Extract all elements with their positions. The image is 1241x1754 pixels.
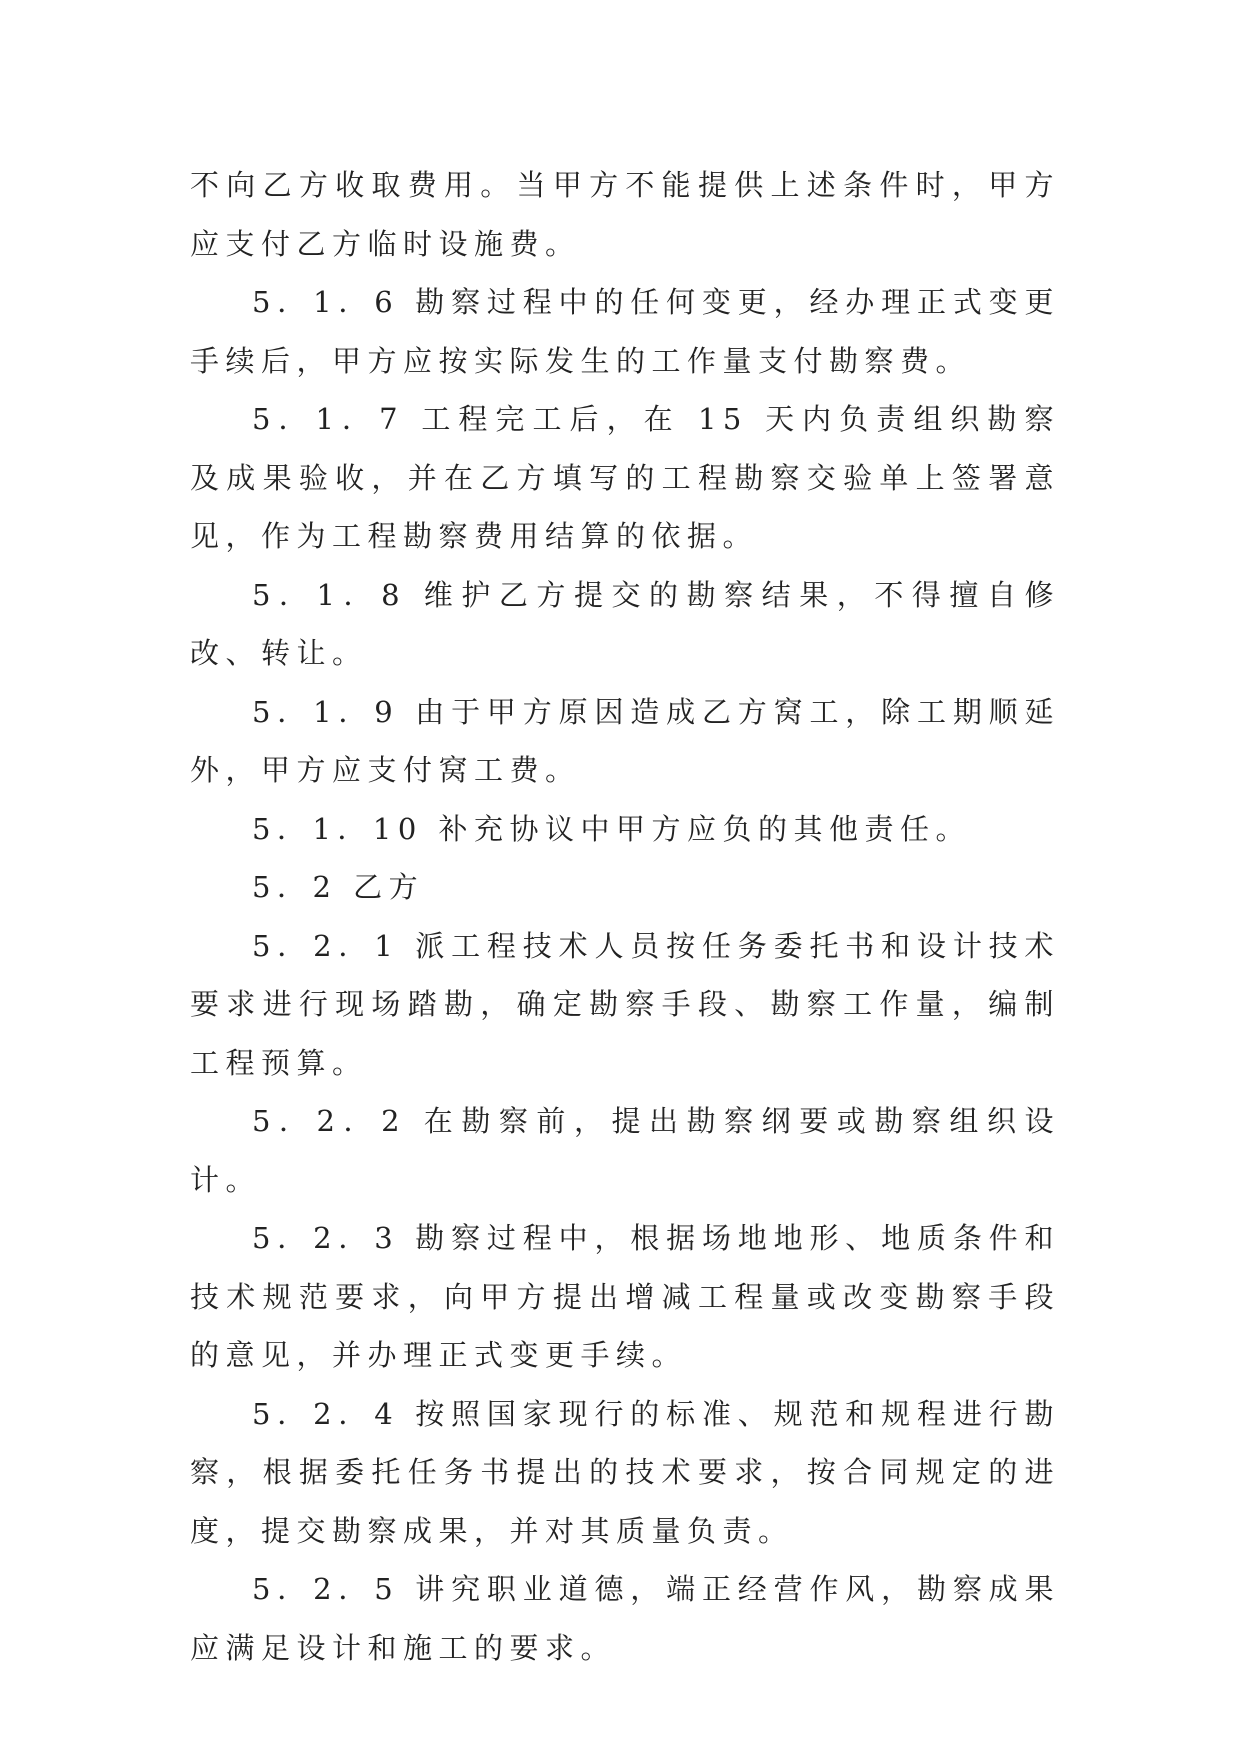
paragraph-continuation: 不向乙方收取费用。当甲方不能提供上述条件时，甲方应支付乙方临时设施费。 [190, 168, 1060, 261]
clause-5-1-7: 5．1．7 工程完工后，在 15 天内负责组织勘察及成果验收，并在乙方填写的工程勘察交验单上签署意见，作为工程勘察费用结算的依据。 [190, 402, 1060, 553]
clause-5-1-8: 5．1．8 维护乙方提交的勘察结果，不得擅自修改、转让。 [190, 577, 1060, 670]
clause-5-2-4: 5．2．4 按照国家现行的标准、规范和规程进行勘察，根据委托任务书提出的技术要求，按合同规定的进度，提交勘察成果，并对其质量负责。 [190, 1396, 1060, 1548]
document-body [190, 156, 1060, 1677]
clause-5-1-6: 5．1．6 勘察过程中的任何变更，经办理正式变更手续后，甲方应按实际发生的工作量支付勘察费。 [190, 285, 1060, 378]
clause-5-2-5: 5．2．5 讲究职业道德，端正经营作风，勘察成果应满足设计和施工的要求。 [190, 1572, 1060, 1665]
section-heading-5-2: 5．2 乙方 [252, 870, 425, 904]
clause-5-2-1: 5．2．1 派工程技术人员按任务委托书和设计技术要求进行现场踏勘，确定勘察手段、勘察工作量，编制工程预算。 [190, 928, 1060, 1080]
clause-5-1-9: 5．1．9 由于甲方原因造成乙方窝工，除工期顺延外，甲方应支付窝工费。 [190, 694, 1060, 787]
clause-5-2-2: 5．2．2 在勘察前，提出勘察纲要或勘察组织设计。 [190, 1104, 1060, 1197]
clause-5-2-3: 5．2．3 勘察过程中，根据场地地形、地质条件和技术规范要求，向甲方提出增减工程量或改变勘察手段的意见，并办理正式变更手续。 [190, 1221, 1060, 1372]
clause-5-1-10: 5．1．10 补充协议中甲方应负的其他责任。 [252, 811, 972, 846]
